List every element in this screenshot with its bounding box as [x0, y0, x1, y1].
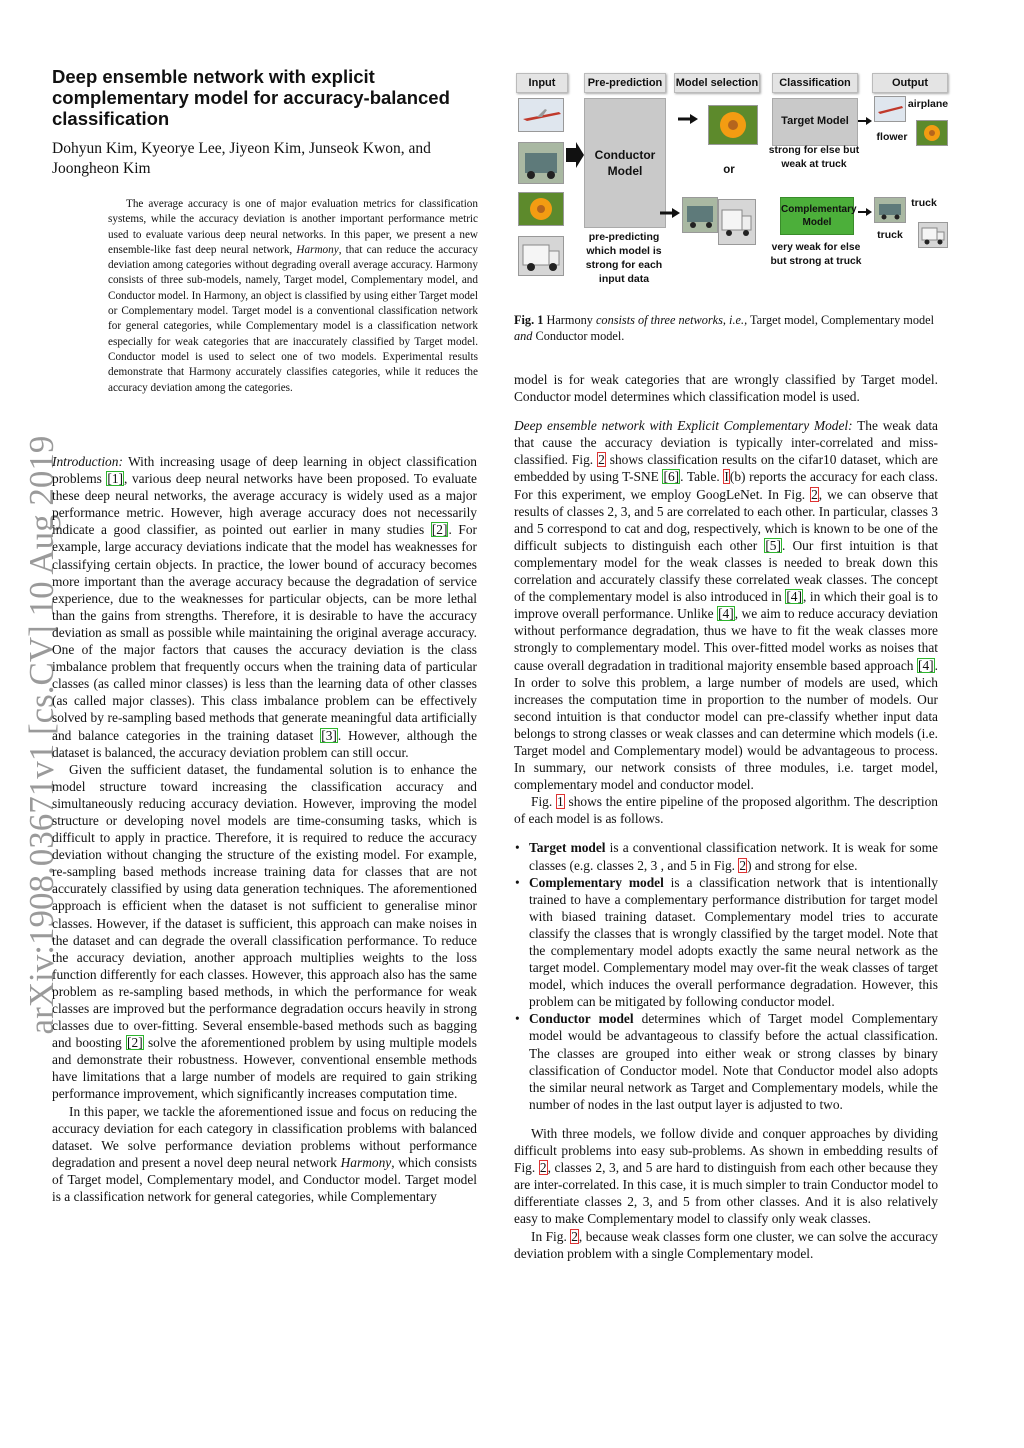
truck-output-image	[874, 197, 906, 223]
very-weak-text: very weak for else but strong at truck	[770, 242, 862, 267]
conductor-model-label: Conductor Model	[594, 148, 656, 178]
paragraph-text: . Our first intuition is that complementary model for the weak classes is needed to break down this correlation and accurately classify these correlated weak classes. The concept of the complementary model is also introduced in	[514, 537, 938, 605]
dashed-arrow-icon	[678, 113, 698, 125]
citation-link[interactable]: [3]	[321, 727, 337, 743]
citation-link[interactable]: [4]	[718, 606, 734, 622]
or-text: or	[723, 164, 735, 176]
list-item-head: Conductor model	[529, 1011, 634, 1027]
white-truck-output-image	[918, 222, 948, 248]
paragraph-text: Given the sufficient dataset, the fundamental solution is to enhance the model structure toward increasing the classification accuracy and simultaneously reducing accuracy deviation. However, improving the model structure or developing novel models are time-consuming tasks, which is difficult to apply in practice. Therefore, it is required to reduce the accuracy deviation without changing the structure of the existing model. For example, re-sampling based methods increase training data for classes that are not accurately classified by using data generation techniques. The aforementioned approach is efficient when the dataset is not sufficient to generalise minor classes. However, if the dataset is sufficient, this approach can make noises in the dataset and can degrade the overall classification performance. To reduce the accuracy deviation, another approach multiplies weights to the loss function differently for each classes. However, this approach also has the same problem as re-sampling based methods, in which the performance for weak classes are improved but the performance degradation occurs heavily in strong classes due to over-fitting. Several ensemble-based methods such as bagging and boosting	[52, 761, 477, 1051]
citation-link[interactable]: [4]	[786, 589, 802, 605]
citation-link[interactable]: [2]	[127, 1035, 143, 1051]
paragraph-text: , we can observe that results of classes 2, 3, and 5 are correlated to each other. In particular, classes 3 and 5 correspond to cat and dog, respectively, which is known to be one of the difficult subjects to distinguish each other	[514, 486, 938, 553]
caption-label: Fig. 1	[514, 313, 544, 327]
dashed-arrow-icon	[660, 207, 680, 219]
list-item-text: is a classification network that is intentionally trained to have a complementary performance distribution for target model with biased training dataset. Complementary model tries to accurate classify the classes that is wrongly classified by the target model. Note that the complementary model adopts exactly the same neural network as the target model. Complementary model may over-fit the weak classes of target model, which induces the overall performance degradation. However, this problem can be mitigated by following conductor model.	[529, 874, 938, 1010]
paper-title: Deep ensemble network with explicit complementary model for accuracy-balanced classification	[52, 66, 450, 129]
paragraph-text: With three models, we follow divide and conquer approaches by dividing difficult problems into easy sub-problems. As shown in embedding results of Fig.	[514, 1125, 938, 1176]
right-column	[514, 371, 938, 1262]
abstract-harmony: Harmony	[296, 243, 339, 256]
complementary-model-box	[780, 197, 857, 235]
left-column	[52, 453, 477, 1205]
intro-heading: Introduction:	[52, 454, 123, 469]
list-item-head: Complementary model	[529, 874, 664, 890]
list-item	[529, 1010, 938, 1113]
caption-text: Target model, Complementary model	[747, 313, 935, 327]
paragraph-text: , we aim to reduce accuracy deviation without performance degradation, thus we have to fit the weak classes more strongly to complementary model. This over-fitted model works as noises that cause overall degradation in traditional majority ensemble based approach	[514, 606, 939, 673]
paragraph-text: In Fig.	[531, 1228, 571, 1244]
figure-link[interactable]: 2	[739, 857, 747, 873]
list-item-text: ) and strong for else.	[747, 857, 858, 873]
output-flower: flower	[876, 131, 908, 143]
flower-image	[518, 192, 564, 226]
paragraph-text: (b) reports the accuracy for each class. For this experiment, we employ GoogLeNet. In Fig.	[514, 469, 938, 502]
abstract	[108, 197, 478, 396]
arrow-right-icon	[566, 140, 584, 170]
intro-text: . However, although the dataset is balanced, the accuracy deviation problem can still occur.	[52, 727, 478, 760]
paragraph-text: shows classification results on the cifar10 dataset, which are embedded by using T-SNE	[514, 452, 938, 485]
white-truck-selection-image	[718, 199, 756, 245]
output-truck-2: truck	[877, 229, 903, 241]
paragraph-text: Fig.	[531, 794, 556, 810]
paragraph-text: solve the aforementioned problem by using multiple models and demonstrate their robustness. However, conventional ensemble methods have limitations that a large number of models are required to gain striking performance improvement, which significantly increases computation time.	[52, 1035, 477, 1102]
paragraph-text: , classes 2, 3, and 5 are hard to distinguish from each other because they are inter-correlated. In this case, it is much simpler to train Conductor model to differentiate classes 2, 3, and 5 from other classes. And it is also relatively easy to make Complementary model to classify only weak classes.	[514, 1160, 939, 1227]
intro-text: With increasing usage of deep learning in object classification problems	[52, 454, 477, 487]
complementary-model-label: Complementary Model	[781, 204, 857, 228]
citation-link[interactable]: [6]	[663, 469, 680, 485]
figure-link[interactable]: 2	[539, 1160, 547, 1176]
paragraph-text: , because weak classes form one cluster, we can solve the accuracy deviation problem with a single Complementary model.	[514, 1228, 938, 1261]
citation-link[interactable]: [5]	[765, 537, 781, 553]
header-output: Output	[872, 73, 948, 93]
header-input: Input	[516, 73, 568, 93]
paragraph-text: shows the entire pipeline of the proposed algorithm. The description of each model is as follows.	[514, 794, 939, 827]
paragraph-text: . Table.	[680, 469, 724, 485]
airplane-output-image	[874, 96, 906, 122]
paragraph-text: . In order to solve this problem, a large number of models are used, which increases the computation time in proportion to the number of models. Our second intuition is that conductor model can pre-classify whether input data belongs to strong classes or weak classes and can determine which models (i.e. Target model and Complementary model) would be advantageous to process. In summary, our network consists of three modules, i.e. target model, complementary model and conductor model.	[514, 657, 938, 793]
figure-link[interactable]: 2	[571, 1228, 578, 1244]
target-model-label: Target Model	[781, 115, 849, 127]
arrow-right-icon	[858, 116, 872, 126]
intro-text: . For example, large accuracy deviations indicate that the model has weaknesses for classifying certain objects. In practice, the lower bound of accuracy becomes more important than the average accuracy because the degradation of service experience, due to the weaknesses for particular objects, can be more lethal than the gains from strengths. Therefore, it is desirable to have the accuracy deviation as small as possible while maintaining the original average accuracy. One of the major factors that causes the accuracy deviation is the class imbalance problem that frequently occurs when the training data of particular classes (as called minor classes) is less than the learning data of other classes (as called major classes). This class imbalance problem can be effectively solved by re-sampling based methods that generate meaningful data artificially and balance categories in the training dataset	[52, 522, 477, 743]
harmony-term: Harmony	[340, 1154, 392, 1170]
figure-1	[514, 70, 950, 310]
paragraph-text: model is for weak categories that are wrongly classified by Target model. Conductor model determines which classification model is used.	[514, 372, 938, 405]
paragraph-text: In this paper, we tackle the aforementioned issue and focus on reducing the accuracy deviation for each category in classification problems with balanced dataset. We solve performance deviation problems without performance degradation and present a novel deep neural network	[52, 1103, 477, 1170]
airplane-image	[518, 98, 564, 132]
conductor-model-box	[584, 98, 666, 228]
figure-link[interactable]: 2	[598, 452, 605, 468]
output-airplane: airplane	[907, 98, 949, 110]
arrow-right-icon	[858, 207, 872, 217]
truck-selection-image	[682, 197, 718, 233]
section-heading: Deep ensemble network with Explicit Complementary Model:	[514, 418, 853, 434]
white-truck-image	[518, 236, 564, 276]
figure-link[interactable]: 2	[811, 486, 818, 502]
paragraph-text: , in which their goal is to improve overall performance. Unlike	[514, 589, 939, 622]
flower-output-image	[916, 120, 948, 146]
list-item	[529, 874, 938, 1011]
list-item-head: Target model	[529, 840, 606, 856]
paragraph-text: , which consists of Target model, Complementary model, and Conductor model. Target model is a classification network for general categories, while Complementary	[52, 1154, 477, 1205]
abstract-text-2: , that can reduce the accuracy deviation among categories without degrading overall average accuracy. Harmony consists of three sub-models, namely, Target model, Complementary model, and Conductor model. In Harmony, an object is classified by using either Target model or Complementary model. Target model is a conventional classification network for general categories, while Complementary model is a classification network especially for weak categories that are inaccurately classified by Target model. Conductor model is used to select one of two models. Experimental results demonstrate that Harmony accurately classifies categories, while it reduces the accuracy deviation among the categories.	[108, 243, 478, 394]
caption-text: Conductor model.	[532, 328, 625, 343]
truck-image	[518, 142, 564, 184]
caption-text: and	[514, 328, 533, 343]
list-item-text: determines which of Target model Complementary model would be advantageous to classify before the actual classification. The classes are grouped into either weak or strong classes by binary classification of Conductor model. Note that Conductor model also adopts the similar neural network as Target and Complementary models, while the number of nodes in the last output layer is adjusted to two.	[529, 1011, 938, 1112]
list-item-text: is a conventional classification network. It is weak for some classes (e.g. classes 2, 3 , and 5 in Fig.	[529, 840, 938, 873]
abstract-text-1: The average accuracy is one of major evaluation metrics for classification systems, while the accuracy deviation is another important performance metric used to evaluate various deep neural networks. In this paper, we present a new ensemble-like fast deep neural network,	[108, 198, 478, 256]
flower-selection-image	[708, 105, 758, 145]
caption-text: consists of three networks, i.e.,	[595, 313, 748, 327]
strong-for-else-text: strong for else but weak at truck	[768, 145, 860, 170]
arxiv-identifier: arXiv:1908.03671v1 [cs.CV] 10 Aug 2019	[22, 435, 61, 1035]
figure-link[interactable]: 1	[557, 794, 564, 810]
caption-text: Harmony	[543, 313, 596, 327]
paper-authors: Dohyun Kim, Kyeorye Lee, Jiyeon Kim, Junseok Kwon, and Joongheon Kim	[52, 140, 431, 177]
citation-link[interactable]: [4]	[918, 657, 934, 673]
target-model-box	[772, 98, 858, 146]
list-item	[529, 839, 938, 873]
header-model-selection: Model selection	[674, 73, 760, 93]
intro-text: , various deep neural networks have been proposed. To evaluate these deep neural networks, the average accuracy is widely used as a major performance metric. However, high average accuracy does not necessarily indicate a good classifier, as pointed out earlier in many studies	[52, 471, 477, 538]
table-link[interactable]: I	[724, 469, 729, 485]
pre-predicting-text: pre-predicting which model is strong for each input data	[585, 231, 663, 285]
output-truck-1: truck	[911, 197, 937, 209]
figure-caption	[514, 313, 944, 344]
citation-link[interactable]: [2]	[431, 522, 448, 538]
paragraph-text: The weak data that cause the accuracy deviation is typically inter-correlated and miss-classified. Fig.	[514, 418, 938, 468]
header-pre-prediction: Pre-prediction	[584, 73, 666, 93]
header-classification: Classification	[772, 73, 858, 93]
citation-link[interactable]: [1]	[107, 471, 124, 487]
model-list	[514, 839, 938, 1113]
